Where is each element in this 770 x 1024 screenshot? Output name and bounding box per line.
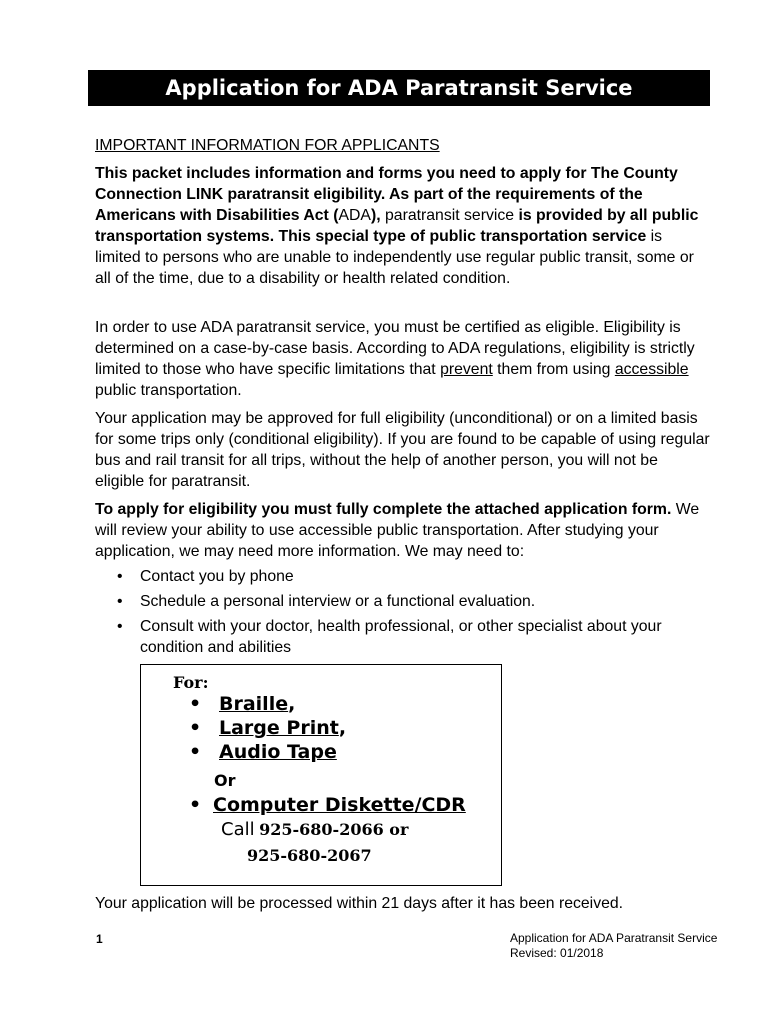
phone-number-1: 925-680-2066 or xyxy=(259,820,409,839)
bullet-icon: • xyxy=(117,618,123,635)
format-large-print: • Large Print, xyxy=(189,717,347,739)
bullet-icon: • xyxy=(117,568,123,585)
steps-list xyxy=(95,566,710,662)
format-diskette: • Computer Diskette/CDR xyxy=(189,794,466,816)
format-audio-tape: • Audio Tape xyxy=(189,741,337,763)
elig-text-1: In order to use ADA paratransit service, you must be certified as eligible. Eligibility is determined on a case-by-case basis. According to ADA regulations, eligibility is strictly limited to those who have specific limitations that xyxy=(95,319,695,378)
bullet-icon: • xyxy=(189,693,202,715)
elig-text-2: them from using xyxy=(492,361,615,378)
paragraph-approval xyxy=(95,408,710,492)
intro-ada: ADA xyxy=(338,207,371,224)
section-heading: IMPORTANT INFORMATION FOR APPLICANTS xyxy=(95,137,440,154)
footer-doc-title: Application for ADA Paratransit Service xyxy=(510,931,718,945)
bullet-icon: • xyxy=(189,717,202,739)
list-item: • Consult with your doctor, health professional, or other specialist about your condition and abilities xyxy=(117,618,662,656)
bullet-icon: • xyxy=(189,794,202,816)
footer-revised: Revised: 01/2018 xyxy=(510,946,604,960)
alternate-formats-box xyxy=(140,664,502,886)
elig-accessible: accessible xyxy=(614,361,689,378)
intro-bold-1: This packet includes information and forms you need to apply for The County Connection LINK paratransit eligibility. As part of the requirements of the Americans with Disabilities Act ( xyxy=(95,165,678,224)
paragraph-apply xyxy=(95,499,710,562)
intro-text-1: paratransit service xyxy=(380,207,519,224)
call-line xyxy=(221,819,408,840)
intro-text-2: is limited to persons who are unable to independently use regular public transit, some or all of the time, due to a disability or health related condition. xyxy=(95,228,694,287)
paragraph-eligibility xyxy=(95,317,710,401)
apply-bold: To apply for eligibility you must fully complete the attached application form. xyxy=(95,501,672,518)
list-item: • Schedule a personal interview or a functional evaluation. xyxy=(117,593,536,610)
intro-bold-3: is provided by all public transportation systems. This special type of public transportation service xyxy=(95,207,699,245)
call-word: Call xyxy=(221,819,255,840)
or-label: Or xyxy=(214,771,236,790)
approval-text: Your application may be approved for full eligibility (unconditional) or on a limited basis for some trips only (conditional eligibility). If you are found to be capable of using regular bus and rail transit for all trips, without the help of another person, you will not be eligible for paratransit. xyxy=(95,410,710,490)
page-number: 1 xyxy=(96,932,103,946)
phone-number-2: 925-680-2067 xyxy=(247,846,372,865)
format-braille: • Braille, xyxy=(189,693,296,715)
bullet-icon: • xyxy=(189,741,202,763)
intro-bold-2: ), xyxy=(370,207,381,224)
page-title: Application for ADA Paratransit Service xyxy=(88,70,710,106)
paragraph-intro xyxy=(95,163,710,289)
processing-note: Your application will be processed within 21 days after it has been received. xyxy=(95,895,624,912)
bullet-icon: • xyxy=(117,593,123,610)
elig-prevent: prevent xyxy=(440,361,493,378)
for-label: For: xyxy=(173,673,209,692)
elig-text-3: public transportation. xyxy=(95,382,242,399)
list-item: • Contact you by phone xyxy=(117,568,294,585)
apply-text: We will review your ability to use accessible public transportation. After studying your application, we may need more information. We may need to: xyxy=(95,501,700,560)
footer-info xyxy=(510,931,717,961)
